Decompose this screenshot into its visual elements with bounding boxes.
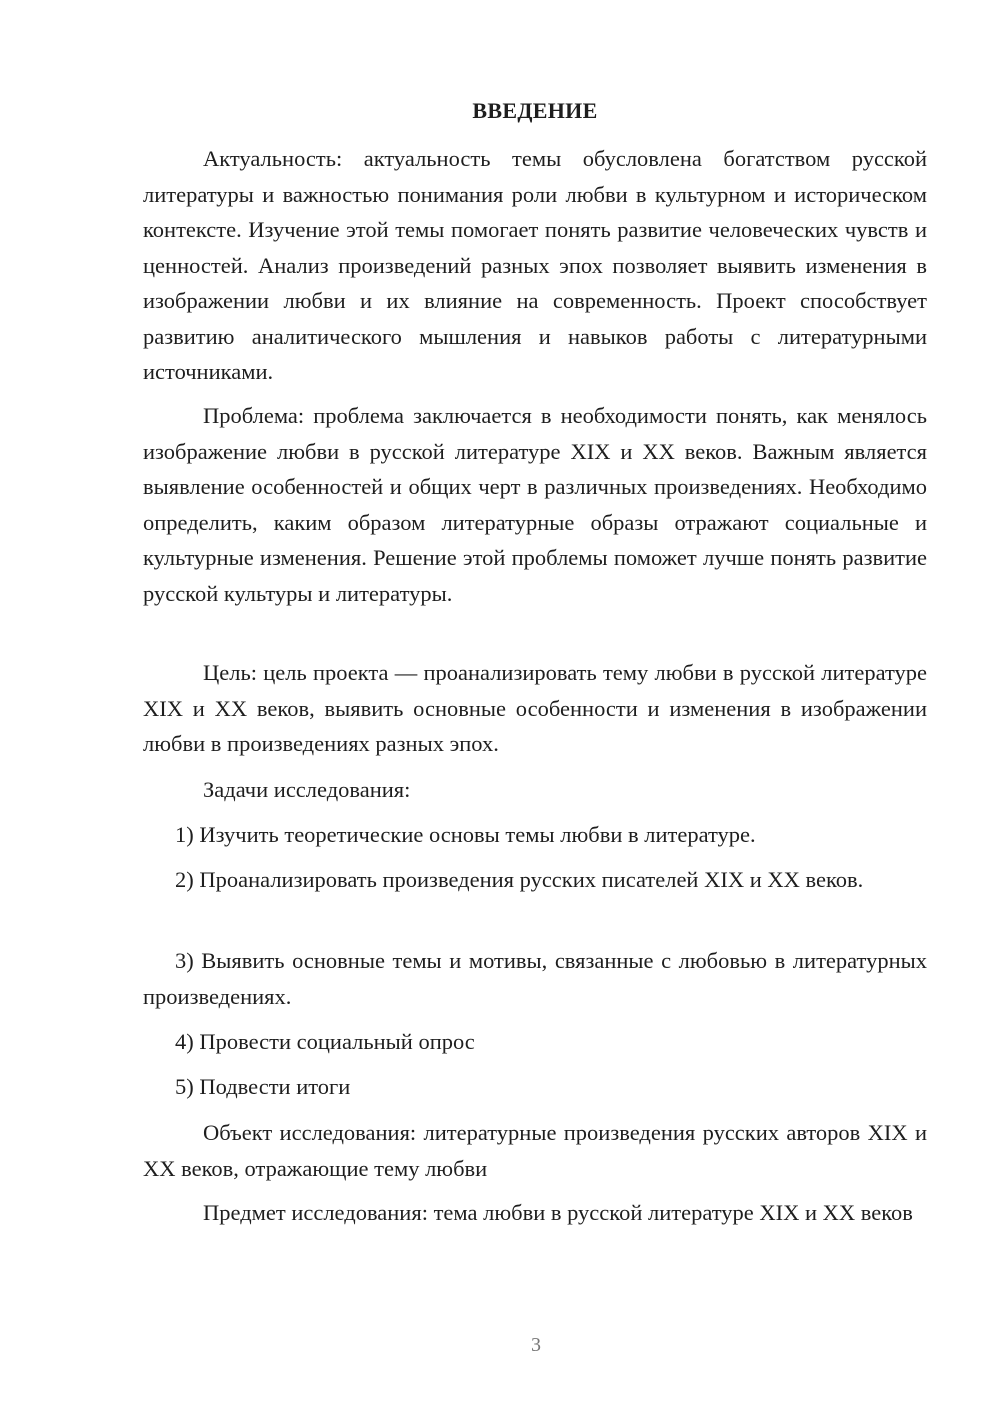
task-item-4: 4) Провести социальный опрос <box>175 1029 475 1054</box>
research-subject-paragraph: Предмет исследования: тема любви в русской литературе XIX и XX веков <box>203 1200 913 1225</box>
goal-paragraph: Цель: цель проекта — проанализировать тему любви в русской литературе XIX и XX веков, выявить основные особенности и изменения в изображении любви в произведениях разных эпох. <box>143 660 927 756</box>
research-object-paragraph: Объект исследования: литературные произведения русских авторов XIX и XX веков, отражающие тему любви <box>143 1120 927 1181</box>
task-item-2: 2) Проанализировать произведения русских писателей XIX и XX веков. <box>175 867 864 892</box>
problem-paragraph: Проблема: проблема заключается в необходимости понять, как менялось изображение любви в русской литературе XIX и XX веков. Важным является выявление особенностей и общих черт в различных произведениях. Необходимо определить, каким образом литературные образы отражают социальные и культурные изменения. Решение этой проблемы поможет лучше понять развитие русской культуры и литературы. <box>143 403 927 606</box>
task-item-5: 5) Подвести итоги <box>175 1074 351 1099</box>
page-number: 3 <box>531 1334 541 1356</box>
task-item-1: 1) Изучить теоретические основы темы любви в литературе. <box>175 822 756 847</box>
relevance-paragraph: Актуальность: актуальность темы обусловлена богатством русской литературы и важностью понимания роли любви в культурном и историческом контексте. Изучение этой темы помогает понять развитие человеческих чувств и ценностей. Анализ произведений разных эпох позволяет выявить изменения в изображении любви и их влияние на современность. Проект способствует развитию аналитического мышления и навыков работы с литературными источниками. <box>143 146 927 384</box>
tasks-heading: Задачи исследования: <box>203 777 411 802</box>
page-title: ВВЕДЕНИЕ <box>472 98 598 123</box>
task-item-3: 3) Выявить основные темы и мотивы, связанные с любовью в литературных произведениях. <box>143 948 927 1009</box>
